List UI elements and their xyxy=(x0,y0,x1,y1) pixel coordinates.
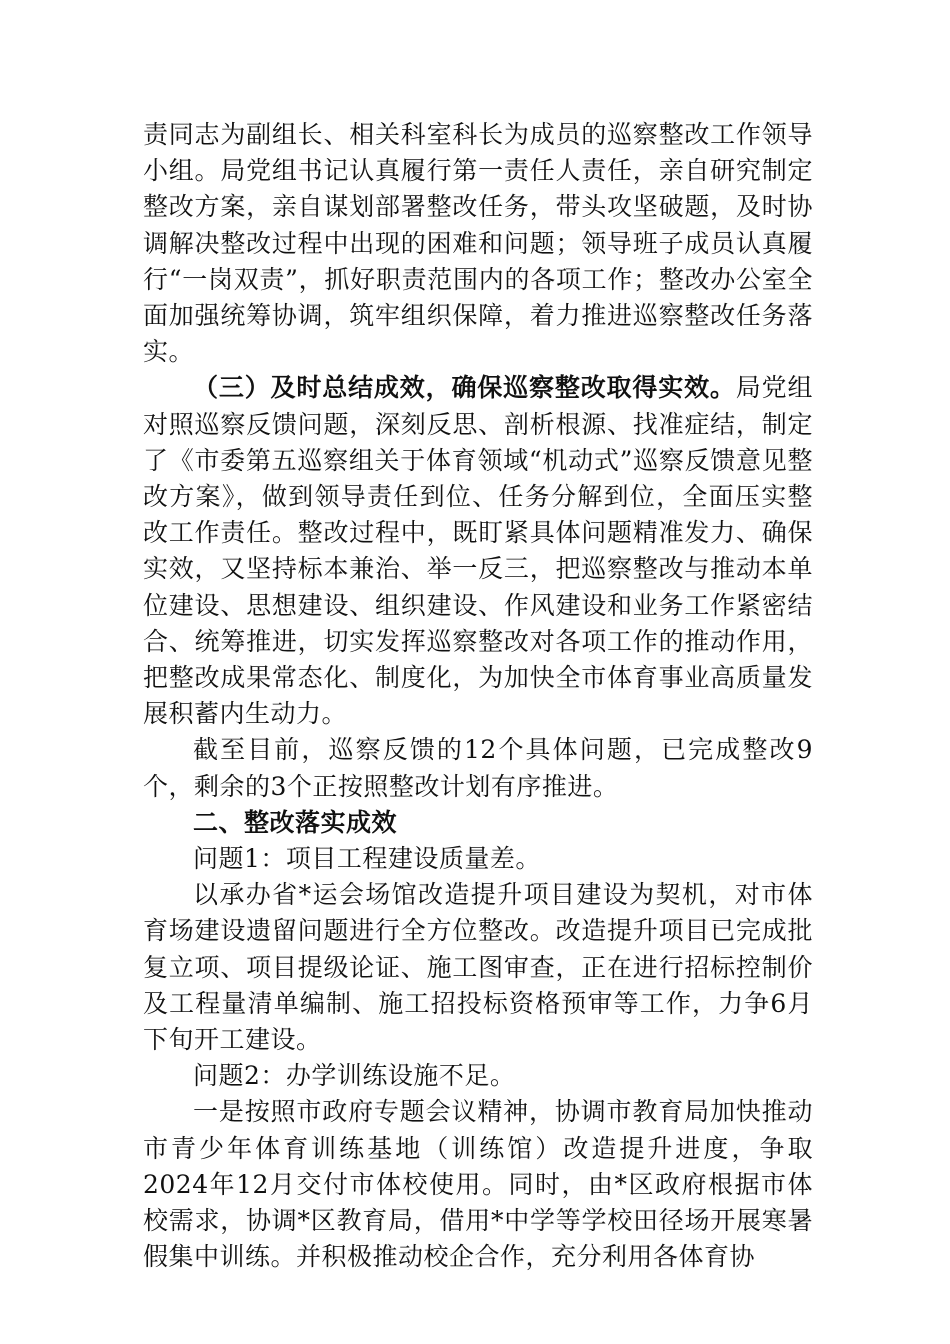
paragraph-progress-summary: 截至目前，巡察反馈的12个具体问题，已完成整改9个，剩余的3个正按照整改计划有序推进。 xyxy=(143,735,813,801)
problem-2-body: 一是按照市政府专题会议精神，协调市教育局加快推动市青少年体育训练基地（训练馆）改造提升进度，争取2024年12月交付市体校使用。同时，由*区政府根据市体校需求，协调*区教育局，借用*中学等学校田径场开展寒暑假集中训练。并积极推动校企合作，充分利用各体育协 xyxy=(143,1097,813,1272)
problem-1-body: 以承办省*运会场馆改造提升项目建设为契机，对市体育场建设遗留问题进行全方位整改。改造提升项目已完成批复立项、项目提级论证、施工图审查，正在进行招标控制价及工程量清单编制、施工招投标资格预审等工作，力争6月下旬开工建设。 xyxy=(143,880,813,1055)
paragraph-leadership-group: 责同志为副组长、相关科室科长为成员的巡察整改工作领导小组。局党组书记认真履行第一责任人责任，亲自研究制定整改方案，亲自谋划部署整改任务，带头攻坚破题，及时协调解决整改过程中出现的困难和问题；领导班子成员认真履行“一岗双责”，抓好职责范围内的各项工作；整改办公室全面加强统筹协调，筑牢组织保障，着力推进巡察整改任务落实。 xyxy=(143,120,813,367)
section-three-body: 局党组对照巡察反馈问题，深刻反思、剖析根源、找准症结，制定了《市委第五巡察组关于体育领域“机动式”巡察反馈意见整改方案》，做到领导责任到位、任务分解到位，全面压实整改工作责任。整改过程中，既盯紧具体问题精准发力、确保实效，又坚持标本兼治、举一反三，把巡察整改与推动本单位建设、思想建设、组织建设、作风建设和业务工作紧密结合、统筹推进，切实发挥巡察整改对各项工作的推动作用，把整改成果常态化、制度化，为加快全市体育事业高质量发展积蓄内生动力。 xyxy=(143,373,813,729)
section-three-heading: （三）及时总结成效，确保巡察整改取得实效。 xyxy=(193,373,736,403)
section-heading-results: 二、整改落实成效 xyxy=(193,807,398,837)
problem-2-title: 问题2：办学训练设施不足。 xyxy=(193,1061,516,1091)
paragraph-section-three xyxy=(143,370,813,732)
problem-1-title: 问题1：项目工程建设质量差。 xyxy=(193,844,541,874)
document-page xyxy=(143,117,813,1276)
